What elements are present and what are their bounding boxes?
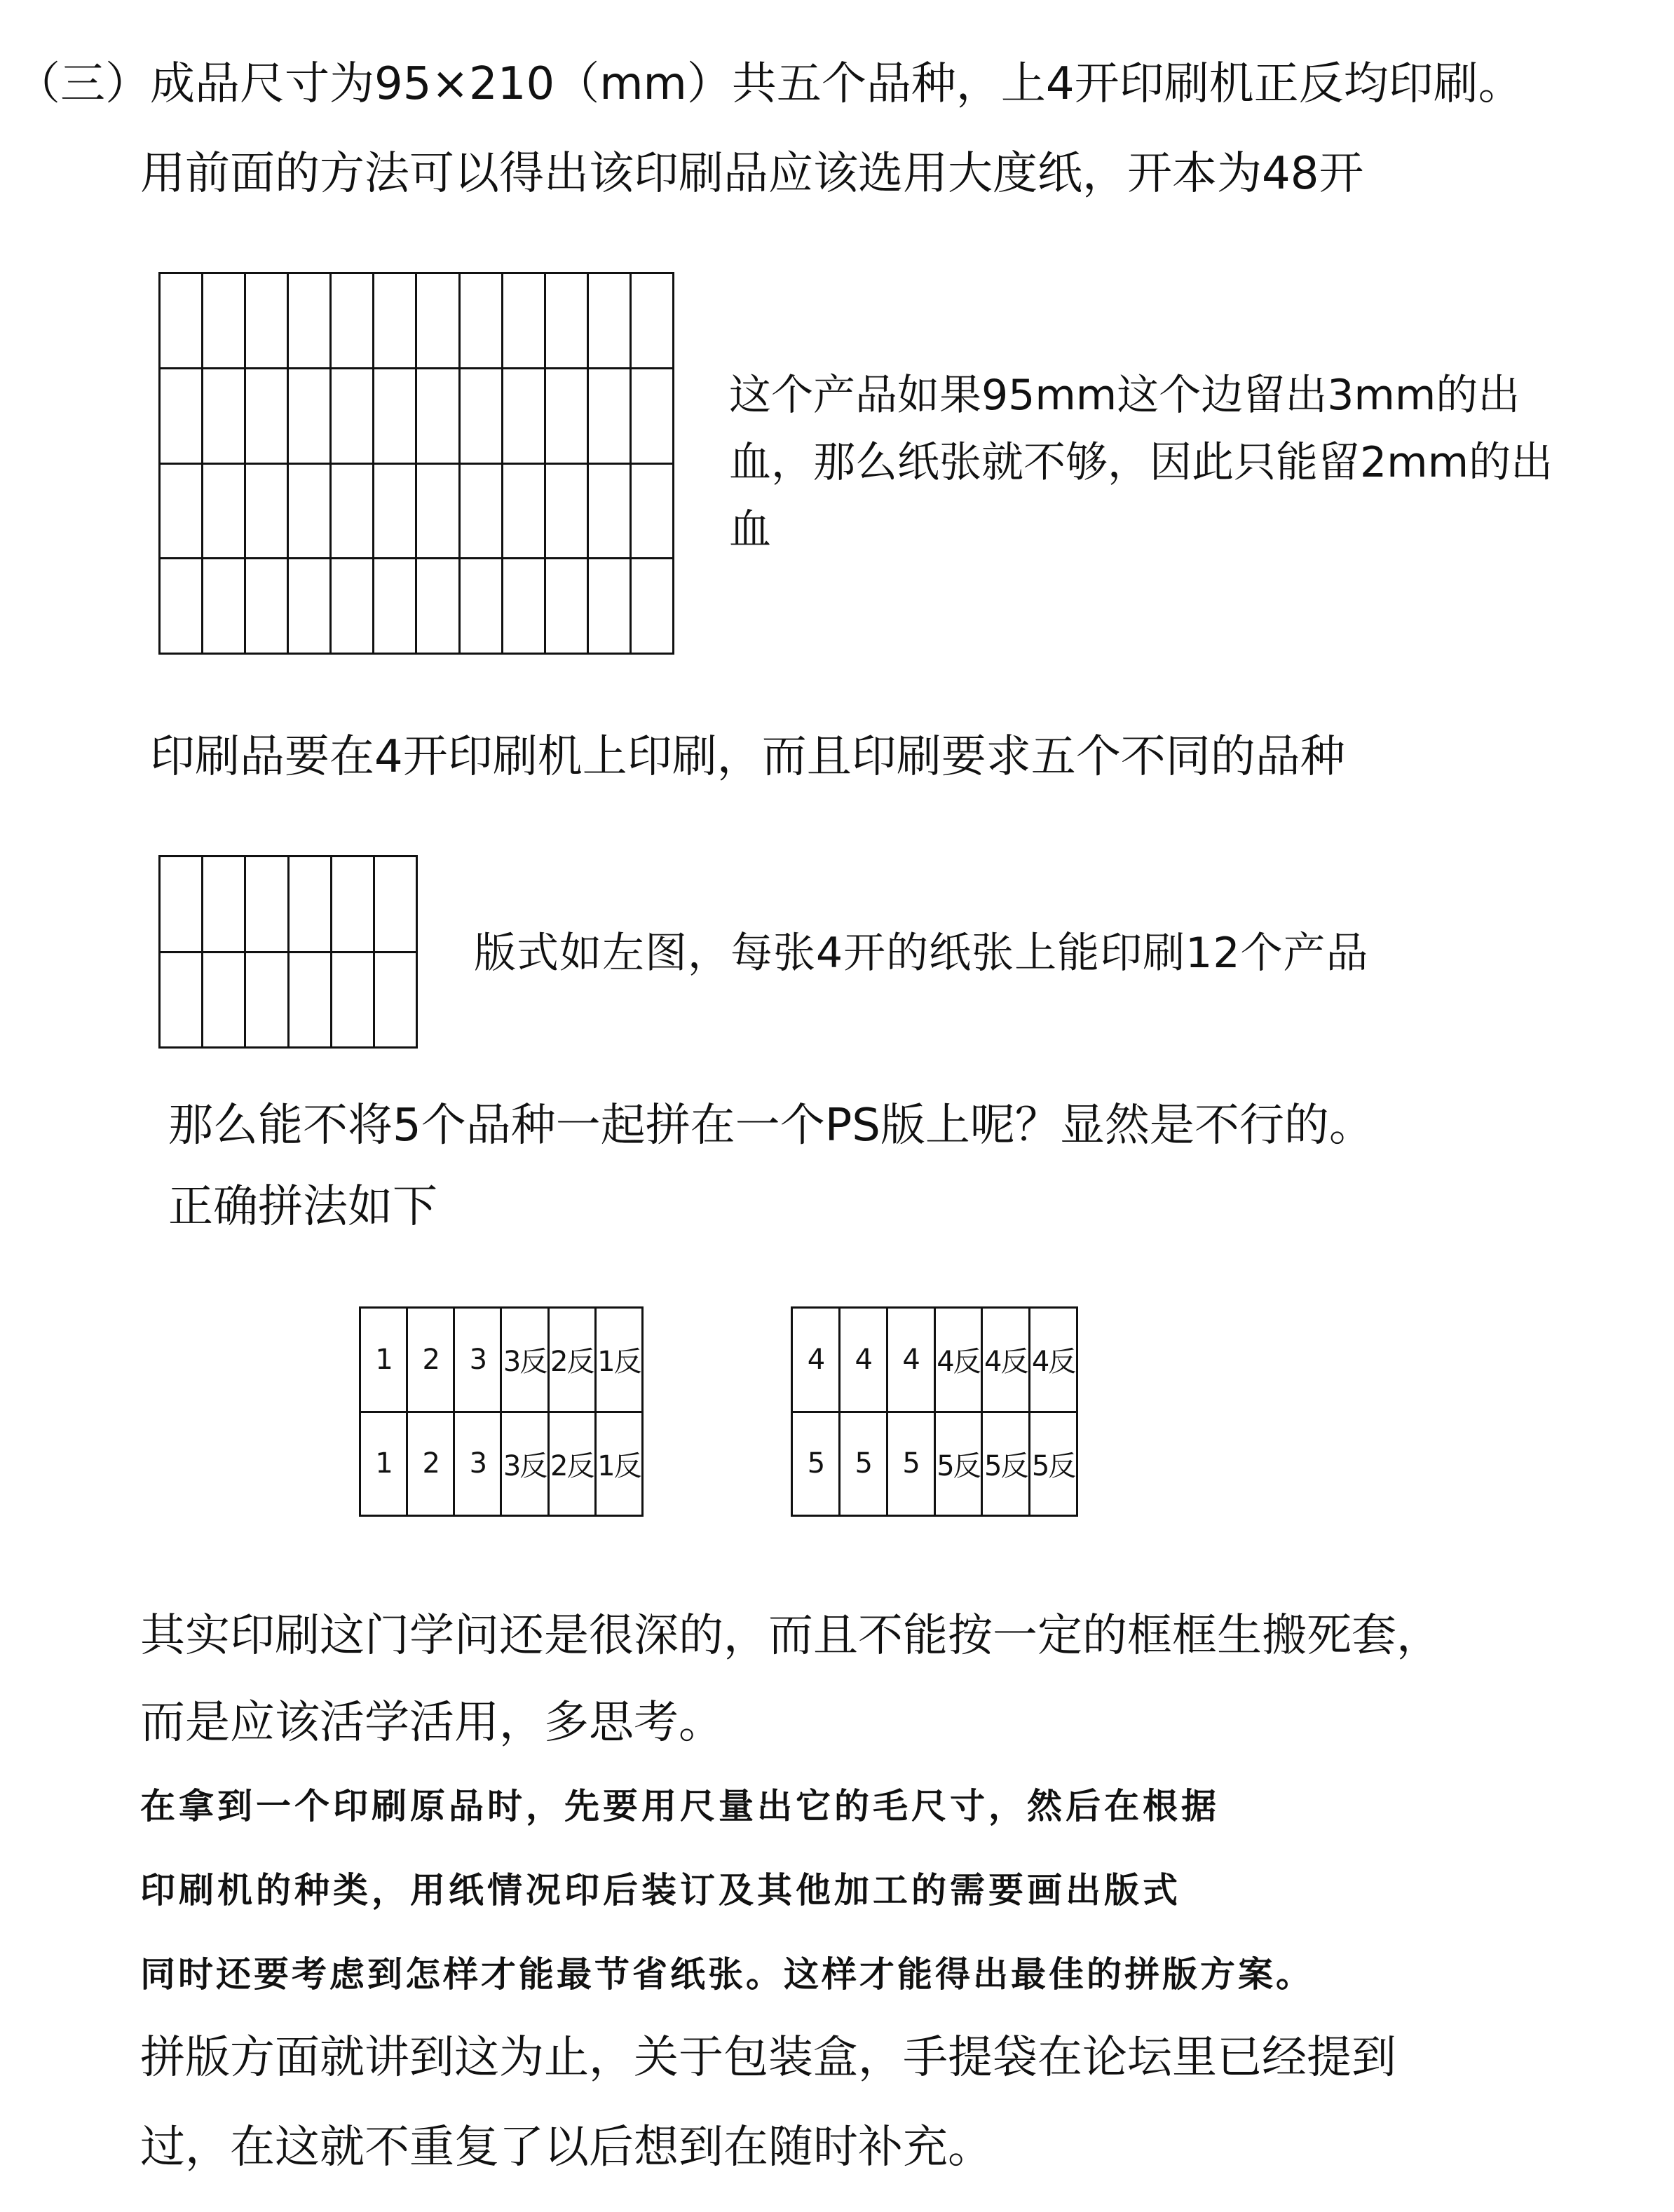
- grid-cell: [246, 953, 289, 1049]
- grid-cell: [417, 465, 460, 560]
- grid-cell: [374, 369, 417, 465]
- grid-cell: [632, 369, 674, 465]
- grid-cell: [417, 559, 460, 655]
- grid-cell: [161, 559, 203, 655]
- grid-cell: [632, 274, 674, 369]
- grid-cell: [289, 369, 332, 465]
- grid-cell: [203, 857, 246, 953]
- grid-cell: [246, 465, 289, 560]
- closing-line-2: 过，在这就不重复了以后想到在随时补充。: [140, 2122, 993, 2173]
- plate-cell: 4: [841, 1309, 888, 1413]
- grid-cell: [461, 274, 503, 369]
- plate-cell: 5: [841, 1413, 888, 1517]
- grid-cell: [332, 369, 374, 465]
- section-heading: （三）成品尺寸为95×210（mm）共五个品种，上4开印刷机正反均印刷。: [15, 58, 1523, 110]
- grid-cell: [417, 274, 460, 369]
- grid-cell: [461, 369, 503, 465]
- plate-cell: 5: [888, 1413, 936, 1517]
- grid-cell: [332, 274, 374, 369]
- plate-cell: 3: [455, 1413, 502, 1517]
- grid-cell: [589, 465, 632, 560]
- grid-cell: [546, 274, 589, 369]
- plate-cell: 2反: [550, 1309, 597, 1413]
- plate-a-grid: [359, 1306, 644, 1517]
- grid-cell: [290, 953, 332, 1049]
- plate-cell: 4反: [1030, 1309, 1078, 1413]
- grid-cell: [503, 465, 546, 560]
- grid-cell: [203, 953, 246, 1049]
- procedure-line-1: 在拿到一个印刷原品时，先要用尺量出它的毛尺寸，然后在根据: [140, 1785, 1220, 1827]
- grid-cell: [375, 857, 418, 953]
- requirement-line: 印刷品要在4开印刷机上印刷，而且印刷要求五个不同的品种: [150, 731, 1345, 783]
- grid-cell: [161, 274, 203, 369]
- plate-cell: 2: [408, 1309, 455, 1413]
- plate-cell: 4: [888, 1309, 936, 1413]
- correct-method-label: 正确拼法如下: [168, 1181, 437, 1233]
- plate-cell: 3反: [502, 1309, 549, 1413]
- layout-grid-48: [158, 272, 674, 655]
- grid-cell: [589, 369, 632, 465]
- grid-cell: [503, 369, 546, 465]
- grid-cell: [503, 274, 546, 369]
- grid-cell: [589, 559, 632, 655]
- grid-cell: [289, 465, 332, 560]
- grid-cell: [289, 559, 332, 655]
- grid-cell: [332, 857, 375, 953]
- plate-cell: 5反: [936, 1413, 984, 1517]
- grid-cell: [332, 953, 375, 1049]
- plate-cell: 1: [361, 1413, 408, 1517]
- grid-cell: [374, 465, 417, 560]
- conclusion-line-2: 而是应该活学活用，多思考。: [140, 1697, 723, 1749]
- grid-cell: [632, 559, 674, 655]
- plate-cell: 1: [361, 1309, 408, 1413]
- grid-cell: [161, 369, 203, 465]
- grid-cell: [246, 369, 289, 465]
- grid-cell: [203, 465, 246, 560]
- plate-cell: 3: [455, 1309, 502, 1413]
- grid-cell: [417, 369, 460, 465]
- grid-cell: [290, 857, 332, 953]
- plate-cell: 4反: [983, 1309, 1030, 1413]
- grid-cell: [374, 559, 417, 655]
- plate-cell: 2: [408, 1413, 455, 1517]
- grid-cell: [546, 559, 589, 655]
- plate-cell: 2反: [550, 1413, 597, 1517]
- plate-cell: 5: [793, 1413, 841, 1517]
- grid-cell: [332, 465, 374, 560]
- grid-cell: [246, 857, 289, 953]
- grid-cell: [246, 559, 289, 655]
- plate-cell: 5反: [983, 1413, 1030, 1517]
- plate-cell: 3反: [502, 1413, 549, 1517]
- plate-cell: 4反: [936, 1309, 984, 1413]
- grid-cell: [546, 465, 589, 560]
- plate-cell: 1反: [597, 1309, 644, 1413]
- grid-cell: [461, 559, 503, 655]
- conclusion-line-1: 其实印刷这门学问还是很深的，而且不能按一定的框框生搬死套，: [140, 1610, 1441, 1662]
- bleed-note: 这个产品如果95mm这个边留出3mm的出血，那么纸张就不够，因此只能留2mm的出血: [729, 371, 1553, 554]
- layout-grid-12: [158, 855, 418, 1049]
- grid-cell: [246, 274, 289, 369]
- question-line: 那么能不将5个品种一起拼在一个PS版上呢？显然是不行的。: [168, 1100, 1374, 1152]
- closing-line-1: 拼版方面就讲到这为止，关于包装盒，手提袋在论坛里已经提到: [140, 2032, 1396, 2084]
- plate-cell: 5反: [1030, 1413, 1078, 1517]
- grid-cell: [203, 559, 246, 655]
- plate-cell: 1反: [597, 1413, 644, 1517]
- layout-note: 版式如左图，每张4开的纸张上能印刷12个产品: [474, 929, 1369, 978]
- grid-cell: [546, 369, 589, 465]
- grid-cell: [289, 274, 332, 369]
- method-line: 用前面的方法可以得出该印刷品应该选用大度纸，开本为48开: [140, 148, 1364, 200]
- grid-cell: [461, 465, 503, 560]
- plate-b-grid: [791, 1306, 1078, 1517]
- plate-cell: 4: [793, 1309, 841, 1413]
- grid-cell: [161, 857, 203, 953]
- grid-cell: [203, 369, 246, 465]
- grid-cell: [632, 465, 674, 560]
- grid-cell: [161, 953, 203, 1049]
- procedure-line-3: 同时还要考虑到怎样才能最节省纸张。这样才能得出最佳的拼版方案。: [140, 1953, 1314, 1995]
- grid-cell: [161, 465, 203, 560]
- grid-cell: [589, 274, 632, 369]
- grid-cell: [332, 559, 374, 655]
- grid-cell: [503, 559, 546, 655]
- procedure-line-2: 印刷机的种类，用纸情况印后装订及其他加工的需要画出版式: [140, 1869, 1181, 1911]
- grid-cell: [203, 274, 246, 369]
- grid-cell: [375, 953, 418, 1049]
- grid-cell: [374, 274, 417, 369]
